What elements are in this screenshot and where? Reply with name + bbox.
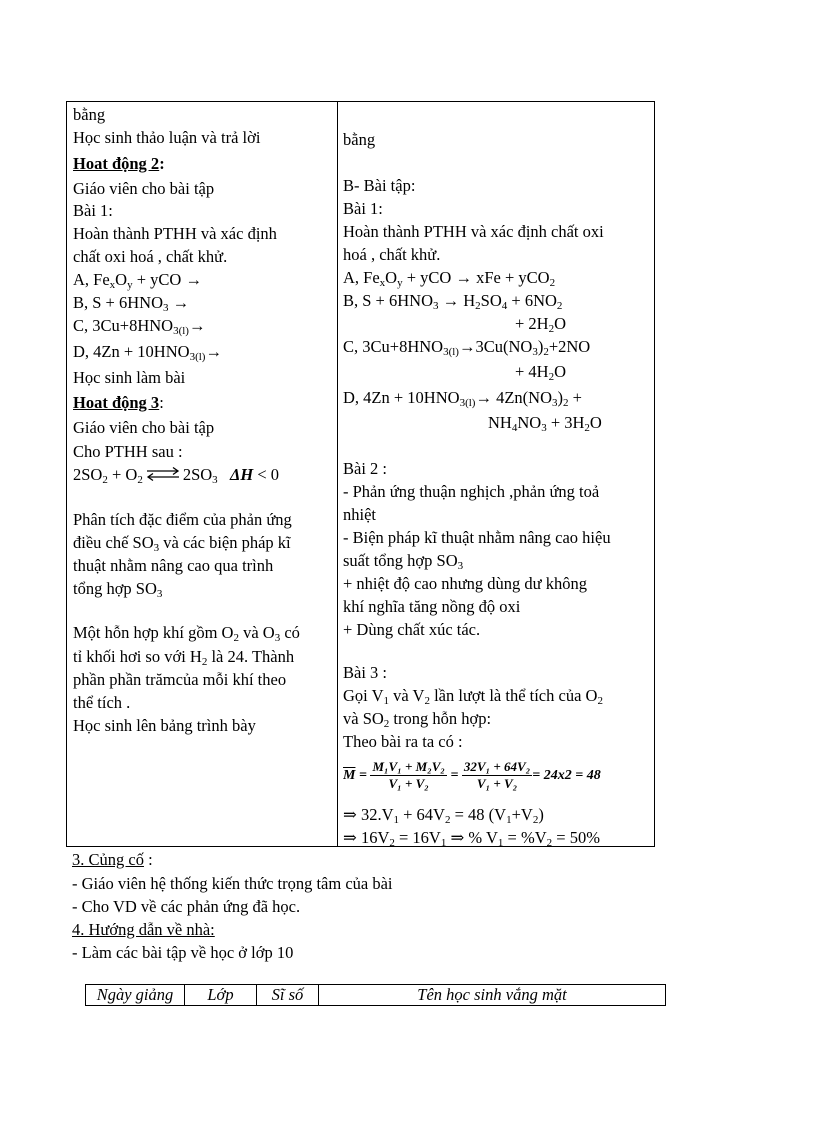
header-absent-students: Tên học sinh vắng mặt (417, 985, 567, 1004)
bottom-line: - Làm các bài tập về học ở lớp 10 (72, 943, 294, 962)
right-line: Theo bài ra ta có : (343, 732, 463, 751)
right-line: + nhiệt độ cao nhưng dùng dư không (343, 574, 587, 593)
left-line: chất oxi hoá , chất khử. (73, 247, 228, 266)
left-line: Một hỗn hợp khí gồm $O_2$ và $O_3$ có (73, 623, 300, 644)
equation-line: + $4H_2O$ (515, 362, 567, 383)
equation-line: A, $Fe_xO_y$ + yCO → (73, 270, 202, 291)
right-line: B- Bài tập: (343, 176, 416, 195)
average-molar-mass-formula: M = $\frac{\text{M₁V₁ + M₂V₂}}{\text{V₁ + V₂}}$ = $\frac{\text{32V₁ + 64V₂}}{\text{V₁ + V₂}}$ = 24x2 = 48 (343, 758, 601, 791)
right-line: khí nghĩa tăng nồng độ oxi (343, 597, 521, 616)
equation-line: A, $Fe_xO_y$ + yCO → xFe + yCO$_2$ (343, 268, 556, 289)
equation-line: B, $S + 6HNO_3$ → (73, 293, 190, 314)
left-line: Phân tích đặc điểm của phản ứng (73, 510, 292, 529)
right-line: Gọi $V_1$ và $V_2$ lần lượt là thể tích của $O_2$ (343, 686, 603, 707)
column-divider (337, 102, 338, 846)
right-line: nhiệt (343, 505, 376, 524)
arrow-icon: → (172, 293, 190, 312)
right-line: - Phản ứng thuận nghịch ,phản ứng toả (343, 482, 600, 501)
header-date: Ngày giảng (86, 985, 185, 1005)
left-line: Giáo viên cho bài tập (73, 418, 215, 437)
right-line: Bài 2 : (343, 459, 387, 478)
right-line: ⇒ $16V_2 = 16V_1$ ⇒ % $V_1 = \%V_2 = 50\%$ (343, 828, 600, 849)
section-heading: 3. Củng cố : (72, 850, 153, 869)
left-line: Học sinh làm bài (73, 368, 186, 387)
left-line: Học sinh thảo luận và trả lời (73, 128, 261, 147)
equation-line: $2SO_2 + O_2$ $2SO_3$ ΔH < 0 (73, 465, 280, 486)
bottom-line: - Cho VD về các phản ứng đã học. (72, 897, 301, 916)
right-line: và $SO_2$ trong hỗn hợp: (343, 709, 492, 730)
right-line: suất tổng hợp $SO_3$ (343, 551, 464, 572)
equation-line: D, $4Zn + 10HNO_{3(l)}\to$ (73, 342, 222, 363)
left-line: tỉ khối hơi so với $H_2$ là 24. Thành (73, 647, 295, 668)
equation-line: C, $3Cu+8HNO_{3(l)}\to 3Cu(NO_3)_2+2NO$ (343, 337, 591, 358)
left-line: điều chế $SO_3$ và các biện pháp kĩ (73, 533, 291, 554)
left-line: Giáo viên cho bài tập (73, 179, 215, 198)
section-heading: Hoat động 3: (73, 393, 164, 412)
arrow-icon: → (475, 388, 492, 407)
arrow-icon: → (188, 316, 206, 335)
right-line: Bài 1: (343, 199, 383, 218)
right-line: Bài 3 : (343, 663, 387, 682)
lesson-table (66, 101, 655, 847)
section-heading: Hoat động 2: (73, 154, 165, 173)
arrow-icon: → (455, 268, 472, 287)
left-line: Cho PTHH sau : (73, 442, 183, 461)
equation-line: + $2H_2O$ (515, 314, 567, 335)
equilibrium-arrow-icon (145, 466, 181, 482)
equation-line: B, $S + 6HNO_3 \to H_2SO_4 + 6NO_2$ (343, 291, 563, 312)
header-headcount: Sĩ số (257, 985, 319, 1005)
left-line: Hoàn thành PTHH và xác định (73, 224, 277, 243)
left-line: phần phần trămcủa mỗi khí theo (73, 670, 287, 689)
equation-line: D, $4Zn + 10HNO_{3(l)}\to 4Zn(NO_3)_2$ + (343, 388, 582, 409)
left-line: bằng (73, 105, 106, 124)
right-line: bằng (343, 130, 376, 149)
right-line: Hoàn thành PTHH và xác định chất oxi (343, 222, 604, 241)
arrow-icon: → (458, 337, 476, 356)
schedule-table (85, 984, 666, 1006)
right-line: hoá , chất khử. (343, 245, 441, 264)
left-line: thể tích . (73, 693, 131, 712)
header-class: Lớp (185, 985, 257, 1005)
arrow-icon: → (185, 270, 202, 289)
equation-line: C, $3Cu+8HNO_{3(l)}\to$ (73, 316, 206, 337)
left-line: tổng hợp $SO_3$ (73, 579, 163, 600)
section-heading: 4. Hướng dẫn về nhà: (72, 920, 215, 939)
left-line: Học sinh lên bảng trình bày (73, 716, 256, 735)
right-line: ⇒ $32.V_1 + 64V_2 = 48$ $(V_1+V_2)$ (343, 805, 544, 826)
bottom-line: - Giáo viên hệ thống kiến thức trọng tâm của bài (72, 874, 393, 893)
left-line: thuật nhằm nâng cao qua trình (73, 556, 274, 575)
equation-line: $NH_4NO_3 + 3H_2O$ (488, 413, 602, 434)
arrow-icon: → (442, 291, 460, 310)
right-line: - Biện pháp kĩ thuật nhằm nâng cao hiệu (343, 528, 611, 547)
arrow-icon: → (205, 342, 222, 361)
right-line: + Dùng chất xúc tác. (343, 620, 481, 639)
left-line: Bài 1: (73, 201, 113, 220)
